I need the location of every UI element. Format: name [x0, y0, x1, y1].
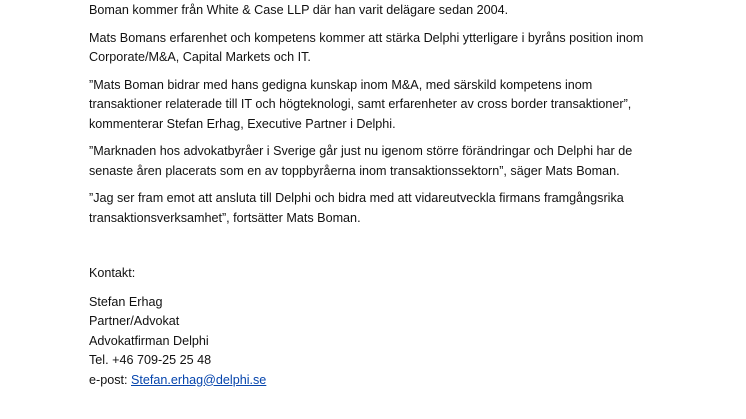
- quote-market: [89, 142, 729, 181]
- paragraph-line: Mats Bomans erfarenhet och kompetens kommer att stärka Delphi ytterligare i byråns position inom: [89, 30, 644, 45]
- paragraph-background: [89, 1, 729, 21]
- paragraph-line: Boman kommer från White & Case LLP där han varit delägare sedan 2004.: [89, 3, 509, 17]
- paragraph-line: transaktioner relaterade till IT och högteknologi, samt erfarenheter av cross border transaktioner”,: [89, 97, 632, 111]
- paragraph-line: ”Mats Boman bidrar med hans gedigna kunskap inom M&A, med särskild kompetens inom: [89, 77, 593, 92]
- contact-name: Stefan Erhag: [89, 294, 163, 309]
- email-link[interactable]: Stefan.erhag@delphi.se: [131, 372, 267, 387]
- quote-erhag: [89, 76, 729, 135]
- contact-firm: Advokatfirman Delphi: [89, 333, 209, 348]
- spacer: [89, 236, 729, 264]
- contact-title: Partner/Advokat: [89, 314, 180, 328]
- press-release-body: [89, 1, 729, 390]
- contact-phone: Tel. +46 709-25 25 48: [89, 353, 212, 367]
- paragraph-line: kommenterar Stefan Erhag, Executive Partner i Delphi.: [89, 116, 396, 131]
- contact-email-line: [89, 371, 729, 391]
- paragraph-line: senaste åren placerats som en av toppbyråerna inom transaktionssektorn”, säger Mats Boman.: [89, 163, 620, 178]
- paragraph-line: ”Marknaden hos advokatbyråer i Sverige går just nu igenom större förändringar och Delphi har de: [89, 144, 633, 158]
- paragraph-line: ”Jag ser fram emot att ansluta till Delphi och bidra med att vidareutveckla firmans framgångsrika: [89, 191, 624, 205]
- paragraph-line: Corporate/M&A, Capital Markets och IT.: [89, 50, 311, 64]
- contact-label: Kontakt:: [89, 266, 136, 280]
- email-prefix: e-post:: [89, 372, 131, 387]
- paragraph-line: transaktionsverksamhet”, fortsätter Mats Boman.: [89, 210, 361, 225]
- paragraph-expertise: [89, 29, 729, 68]
- contact-section: [89, 264, 729, 390]
- quote-boman: [89, 189, 729, 228]
